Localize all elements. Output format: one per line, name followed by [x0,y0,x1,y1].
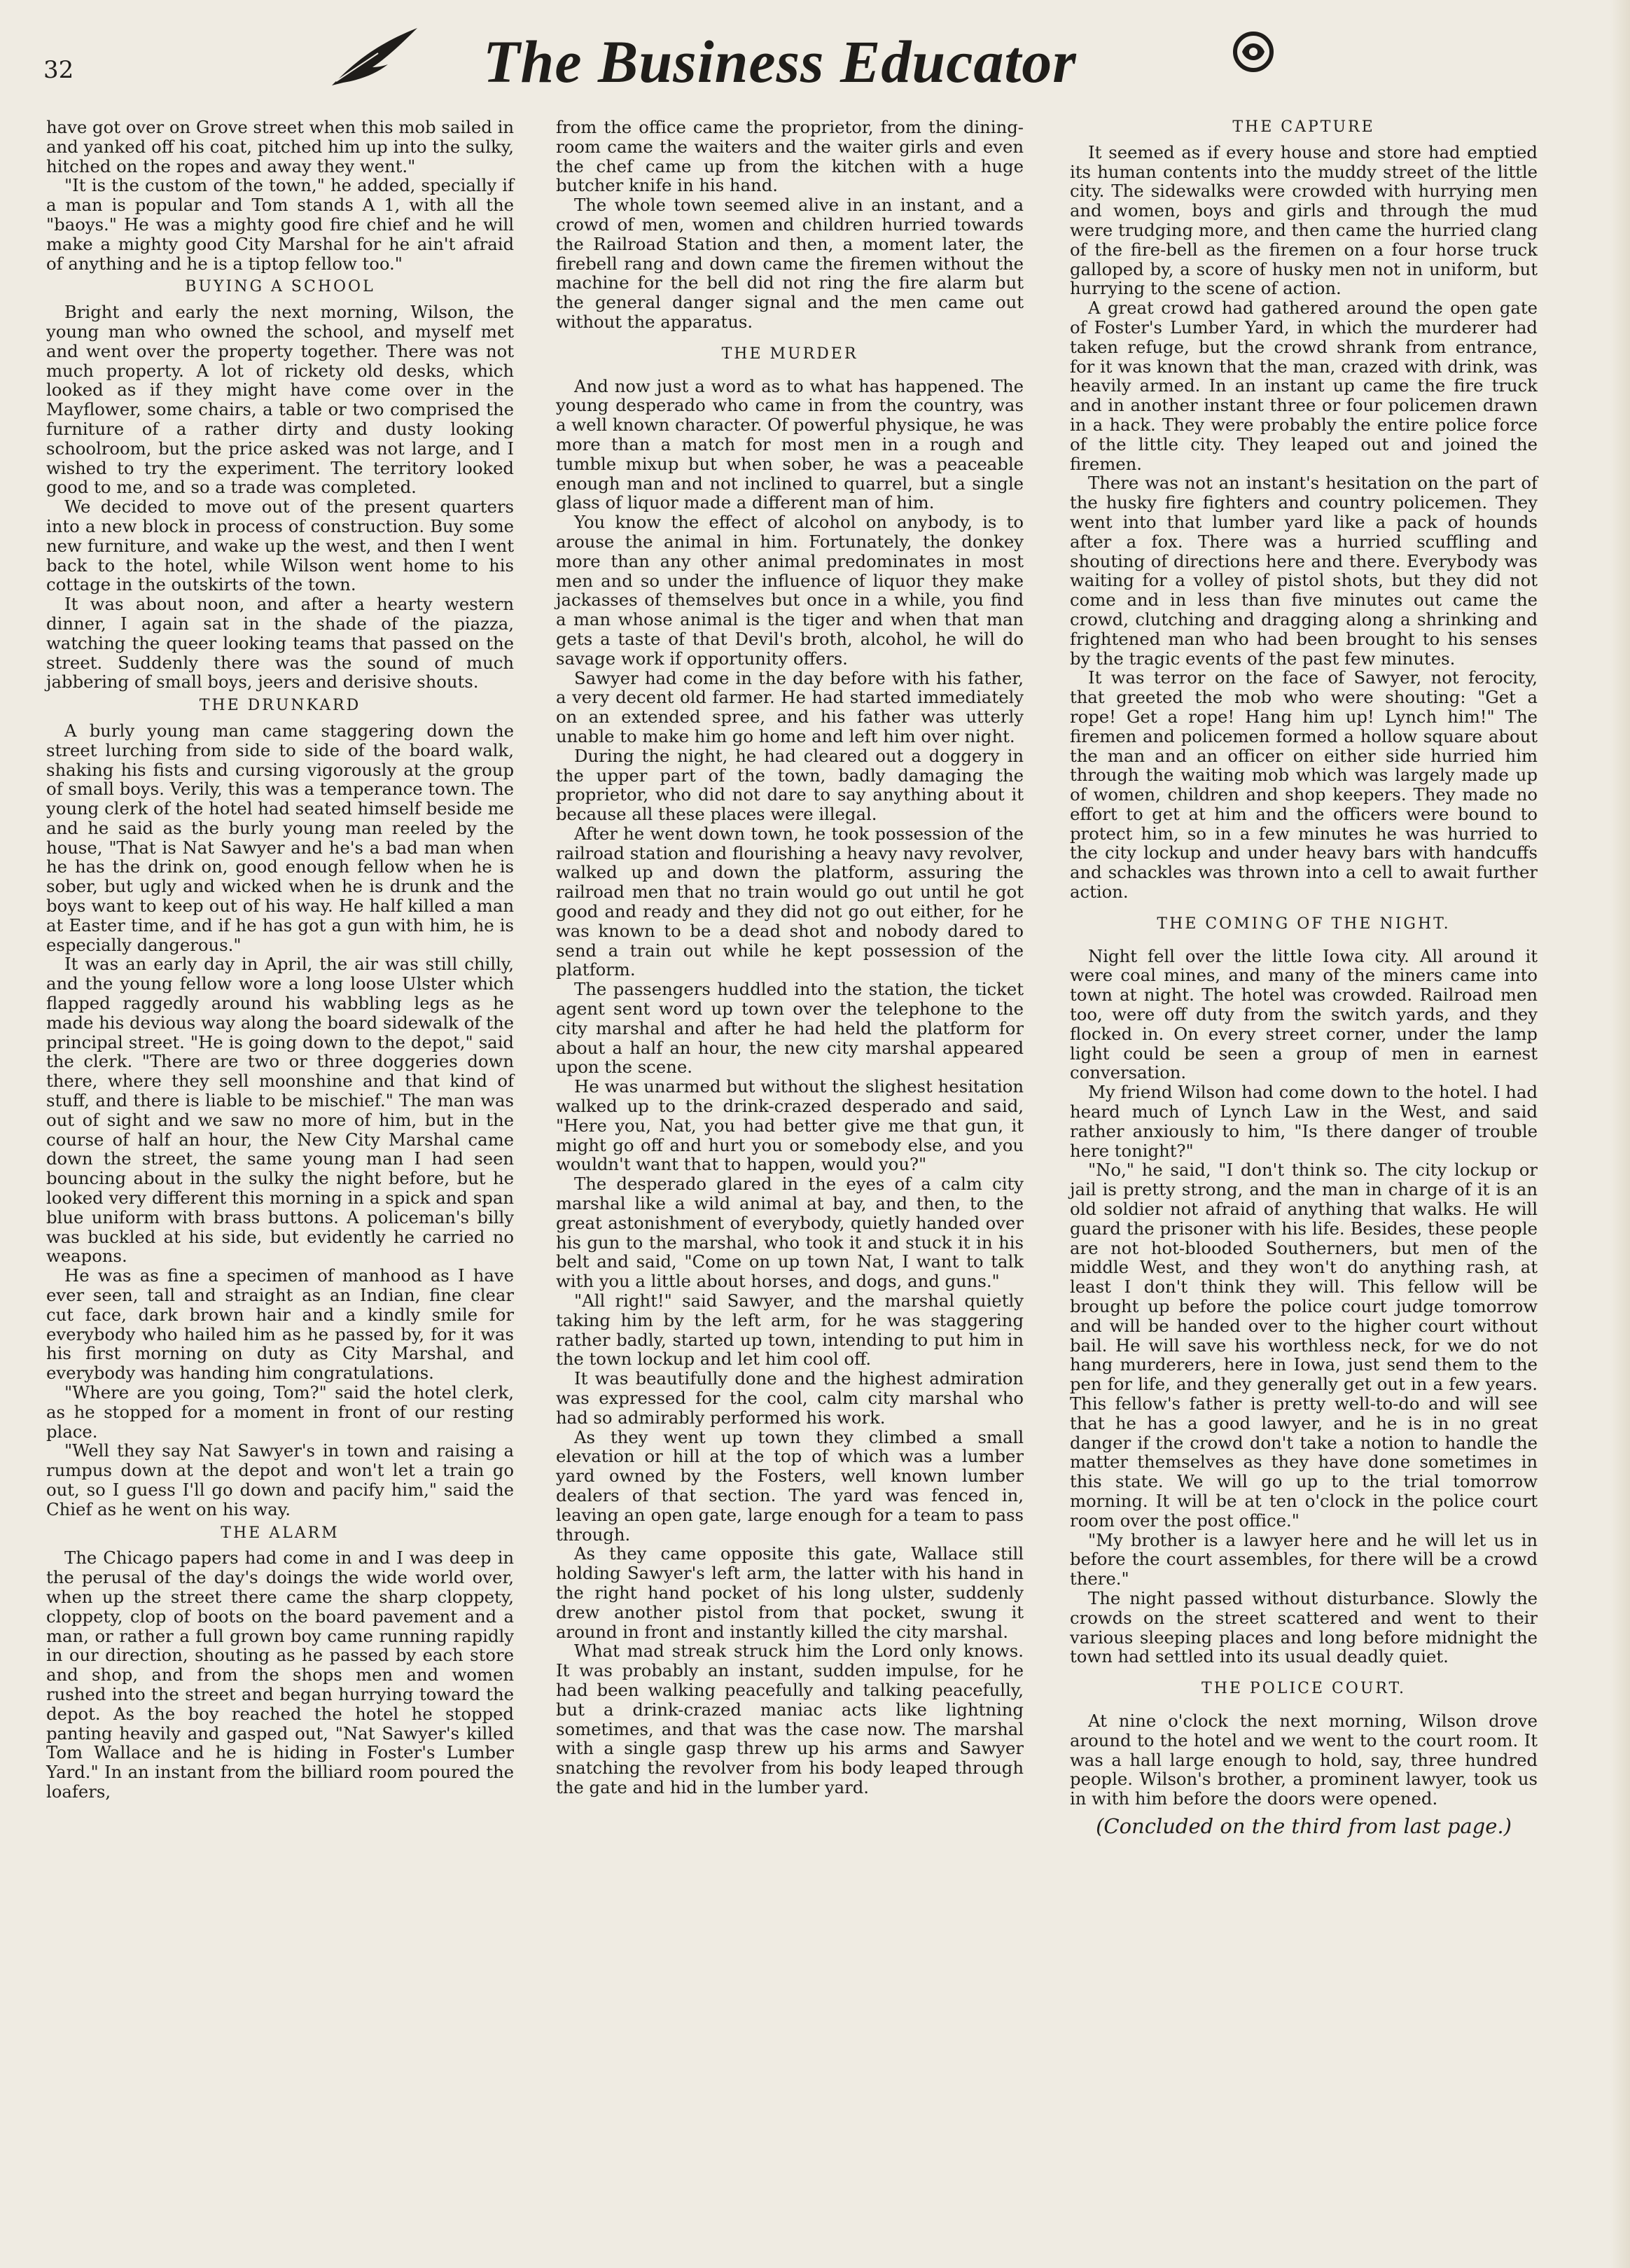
paragraph: "All right!" said Sawyer, and the marshal quietly taking him by the left arm, for he was staggering rather badly, started up town, intending to put him in the town lockup and let him cool off. [556,1290,1024,1370]
page-number: 32 [43,56,74,84]
paragraph: A burly young man came staggering down the street lurching from side to side of the board walk, shaking his fists and cursing vigorously at the group of small boys. Verily, this was a temperance town. The young clerk of the hotel had seated himself beside me and he said as the burly young man reeled by the house, "That is Nat Sawyer and he's a bad man when he has the drink on, good enough fellow when he is sober, but ugly and wicked when he is drunk and the boys want to keep out of his way. He half killed a man at Easter time, and if he has got a gun with him, he is especially dangerous." [46,720,514,955]
paragraph: After he went down town, he took possession of the railroad station and flourishing a heavy navy revolver, walked up and down the platform, assuring the railroad men that no train would go out until he got good and ready and they did not go out either, for he was known to be a dead shot and nobody dared to send a train out while he kept possession of the platform. [556,823,1024,980]
paragraph: The night passed without disturbance. Slowly the crowds on the street scattered and went to their various sleeping places and long before midnight the town had settled into its usual deadly quiet. [1070,1587,1538,1667]
paragraph: A great crowd had gathered around the open gate of Foster's Lumber Yard, in which the murderer had taken refuge, but the crowd shrank from entrance, for it was known that the man, crazed with drink, was heavily armed. In an instant up came the fire truck and in another instant three or four policemen drawn in a hack. They were probably the entire police force of the little city. They leaped out and joined the firemen. [1070,298,1538,474]
section-heading-the-alarm: THE ALARM [221,1524,340,1542]
paragraph: Sawyer had come in the day before with his father, a very decent old farmer. He had started immediately on an extended spree, and his father was utterly unable to make him go home and left him over night. [556,667,1024,746]
paragraph: The Chicago papers had come in and I was deep in the perusal of the day's doings the wide world over, when up the street there came the sharp cloppety, cloppety, clop of boots on the board pavement and a man, or rather a full grown boy came running rapidly in our direction, shouting as he passed by each store and shop, and from the shops men and women rushed into the street and began hurrying toward the depot. As the boy reached the hotel he stopped panting heavily and gasped out, "Nat Sawyer's killed Tom Wallace and he is hiding in Foster's Lumber Yard." In an instant from the billiard room poured the loafers, [46,1547,514,1802]
paragraph: It was an early day in April, the air was still chilly, and the young fellow wore a long loose Ulster which flapped raggedly around his wabbling legs as he made his devious way along the board sidewalk of the principal street. "He is going down to the depot," said the clerk. "There are two or three doggeries down there, where they sell moonshine and that kind of stuff, and there is liable to be mischief." The man was out of sight and we saw no more of him, but in the course of half an hour, the New City Marshal came down the street, the same young man I had seen bouncing about in the sulky the night before, but he looked very different this morning in a spick and span blue uniform with brass buttons. A policeman's billy was buckled at his side, but evidently he carried no weapons. [46,954,514,1267]
paragraph: My friend Wilson had come down to the hotel. I had heard much of Lynch Law in the West, and said rather anxiously to him, "Is there danger of trouble here tonight?" [1070,1082,1538,1161]
paragraph: It seemed as if every house and store had emptied its human contents into the muddy street of the little city. The sidewalks were crowded with hurrying men and women, boys and girls and through the mud were trudging more, and then came the hurried clang of the fire-bell as the firemen on a four horse truck galloped by, a score of husky men not in uniform, but hurrying to the scene of action. [1070,141,1538,299]
paragraph: And now just a word as to what has happened. The young desperado who came in from the country, was a well known character. Of powerful physique, he was more than a match for most men in a rough and tumble mixup but when sober, he was a peaceable enough man and not inclined to quarrel, but a single glass of liquor made a different man of him. [556,375,1024,513]
paragraph: "Well they say Nat Sawyer's in town and raising a rumpus down at the depot and won't let a train go out, so I guess I'll go down and pacify him," said the Chief as he went on his way. [46,1440,514,1519]
column-middle [556,118,1024,1797]
section-heading-the-drunkard: THE DRUNKARD [199,697,361,715]
paragraph: "My brother is a lawyer here and he will let us in before the court assembles, for there will be a crowd there." [1070,1529,1538,1589]
paragraph: Night fell over the little Iowa city. All around it were coal mines, and many of the miners came into town at night. The hotel was crowded. Railroad men too, were off duty from the switch yards, and they flocked in. On every street corner, under the lamp light could be seen a group of men in earnest conversation. [1070,945,1538,1083]
paragraph: It was beautifully done and the highest admiration was expressed for the cool, calm city marshal who had so admirably performed his work. [556,1368,1024,1428]
section-heading-the-police-court: THE POLICE COURT. [1201,1680,1406,1698]
page-edge-shadow [1610,0,1630,2268]
section-heading-the-murder: THE MURDER [721,345,858,363]
continuation-note: (Concluded on the third from last page.) [1096,1814,1512,1838]
paragraph: It was terror on the face of Sawyer, not ferocity, that greeted the mob who were shouting: "Get a rope! Get a rope! Hang him up! Lynch him!" The firemen and policemen formed a hollow square about the man and an officer on either side hurried him through the waiting mob which was largely made up of women, children and shop keepers. They made no effort to get at him and the officers were bound to protect him, so in a few minutes he was hurried to the city lockup and under heavy bars with handcuffs and schackles was thrown into a cell to await further action. [1070,667,1538,903]
ornamental-emblem-icon [1232,31,1274,73]
paragraph: The desperado glared in the eyes of a calm city marshal like a wild animal at bay, and then, to the great astonishment of everybody, quietly handed over his gun to the marshal, who took it and stuck it in his belt and said, "Come on up town Nat, I want to talk with you a little about horses, and dogs, and guns." [556,1174,1024,1292]
paragraph: It was about noon, and after a hearty western dinner, I again sat in the shade of the piazza, watching the queer looking teams that passed on the street. Suddenly there was the sound of much jabbering of small boys, jeers and derisive shouts. [46,594,514,693]
masthead-title: The Business Educator [483,28,1077,95]
paragraph: As they came opposite this gate, Wallace still holding Sawyer's left arm, the latter with his hand in the right hand pocket of his long ulster, suddenly drew another pistol from that pocket, swung it around in front and instantly killed the city marshal. [556,1543,1024,1642]
paragraph: The whole town seemed alive in an instant, and a crowd of men, women and children hurried towards the Railroad Station and then, a moment later, the firebell rang and down came the firemen without the machine for the bell did not ring the fire alarm but the general danger signal and the men came out without the apparatus. [556,195,1024,332]
paragraph: "Where are you going, Tom?" said the hotel clerk, as he stopped for a moment in front of our resting place. [46,1382,514,1442]
section-heading-the-coming-of-the-night: THE COMING OF THE NIGHT. [1157,914,1451,933]
paragraph: "No," he said, "I don't think so. The city lockup or jail is pretty strong, and the man in charge of it is an old soldier not afraid of anything that walks. He will guard the prisoner with his life. Besides, these people are not hot-blooded Southerners, but men of the middle West, and they won't do anything rash, at least I don't think they will. This fellow will be brought up before the police court judge tomorrow and will be handed over to the higher court without bail. He will save his worthless neck, for we do not hang murderers, here in Iowa, just send them to the pen for life, and they generally get out in a few years. This fellow's father is pretty well-to-do and will see that he has a good lawyer, and he is in no great danger if the crowd don't take a notion to handle the matter themselves as they have done sometimes in this state. We will go up to the trial tomorrow morning. It will be at ten o'clock in the police court room over the post office." [1070,1160,1538,1531]
page-header [0,0,1630,105]
section-heading-buying-a-school: BUYING A SCHOOL [185,278,375,296]
paragraph: As they went up town they climbed a small elevation or hill at the top of which was a lumber yard owned by the Fosters, well known lumber dealers of that section. The yard was fenced in, leaving an open gate, large enough for a team to pass through. [556,1426,1024,1545]
column-left [46,118,514,1802]
paragraph: He was unarmed but without the slighest hesitation walked up to the drink-crazed desperado and said, "Here you, Nat, you had better give me that gun, it might go off and hurt you or somebody else, and you wouldn't want that to happen, would you?" [556,1076,1024,1175]
paragraph: "It is the custom of the town," he added, specially if a man is popular and Tom stands A 1, with all the "baoys." He was a mighty good fire chief and he will make a mighty good City Marshal for he ain't afraid of anything and he is a tiptop fellow too." [46,175,514,274]
paragraph: We decided to move out of the present quarters into a new block in process of construction. Buy some new furniture, and wake up the west, and then I went back to the hotel, while Wilson went home to his cottage in the outskirts of the town. [46,496,514,595]
paragraph: The passengers huddled into the station, the ticket agent sent word up town over the telephone to the city marshal and after he had held the platform for about a half an hour, the new city marshal appeared upon the scene. [556,979,1024,1078]
paragraph: Bright and early the next morning, Wilson, the young man who owned the school, and myself met and went over the property together. There was not much property. A lot of rickety old desks, which looked as if they might have come over in the Mayflower, some chairs, a table or two comprised the furniture of a rather dirty and dusty looking schoolroom, but the price asked was not large, and I wished to try the experiment. The territory looked good to me, and so a trade was completed. [46,302,514,498]
paragraph: from the office came the proprietor, from the dining-room came the waiters and the waiter girls and even the chef came up from the kitchen with a huge butcher knife in his hand. [556,117,1024,196]
quill-pen-icon [329,25,420,88]
paragraph: During the night, he had cleared out a doggery in the upper part of the town, badly damaging the proprietor, who did not dare to say anything about it because all these places were illegal. [556,745,1024,825]
paragraph: He was as fine a specimen of manhood as I have ever seen, tall and straight as an Indian, fine clear cut face, dark brown hair and a kindly smile for everybody who hailed him as he passed by, for it was his first morning on duty as City Marshal, and everybody was handing him congratulations. [46,1265,514,1384]
paragraph: What mad streak struck him the Lord only knows. It was probably an instant, sudden impulse, for he had been walking peacefully and talking peacefully, but a drink-crazed maniac acts like lightning sometimes, and that was the case now. The marshal with a single gasp threw up his arms and Sawyer snatching the revolver from his body leaped through the gate and hid in the lumber yard. [556,1641,1024,1797]
section-heading-the-capture: THE CAPTURE [1232,118,1375,136]
paragraph: At nine o'clock the next morning, Wilson drove around to the hotel and we went to the court room. It was a hall large enough to hold, say, three hundred people. Wilson's brother, a prominent lawyer, took us in with him before the doors were opened. [1070,1710,1538,1809]
paragraph: have got over on Grove street when this mob sailed in and yanked off his coat, pitched him up into the sulky, hitched on the ropes and away they went." [46,117,514,176]
paragraph: There was not an instant's hesitation on the part of the husky fire fighters and country policemen. They went into that lumber yard like a pack of hounds after a fox. There was a hurried scuffling and shouting of directions here and there. Everybody was waiting for a volley of pistol shots, but they did not come and in less than five minutes out came the crowd, clutching and dragging along a shrinking and frightened man who had been brought to his senses by the tragic events of the past few minutes. [1070,473,1538,669]
paragraph: You know the effect of alcohol on anybody, is to arouse the animal in him. Fortunately, the donkey more than any other animal predominates in most men and so under the influence of liquor they make jackasses of themselves but once in a while, you find a man whose animal is the tiger and when that man gets a taste of that Devil's broth, alcohol, he will do savage work if opportunity offers. [556,512,1024,669]
column-right [1070,118,1538,1837]
